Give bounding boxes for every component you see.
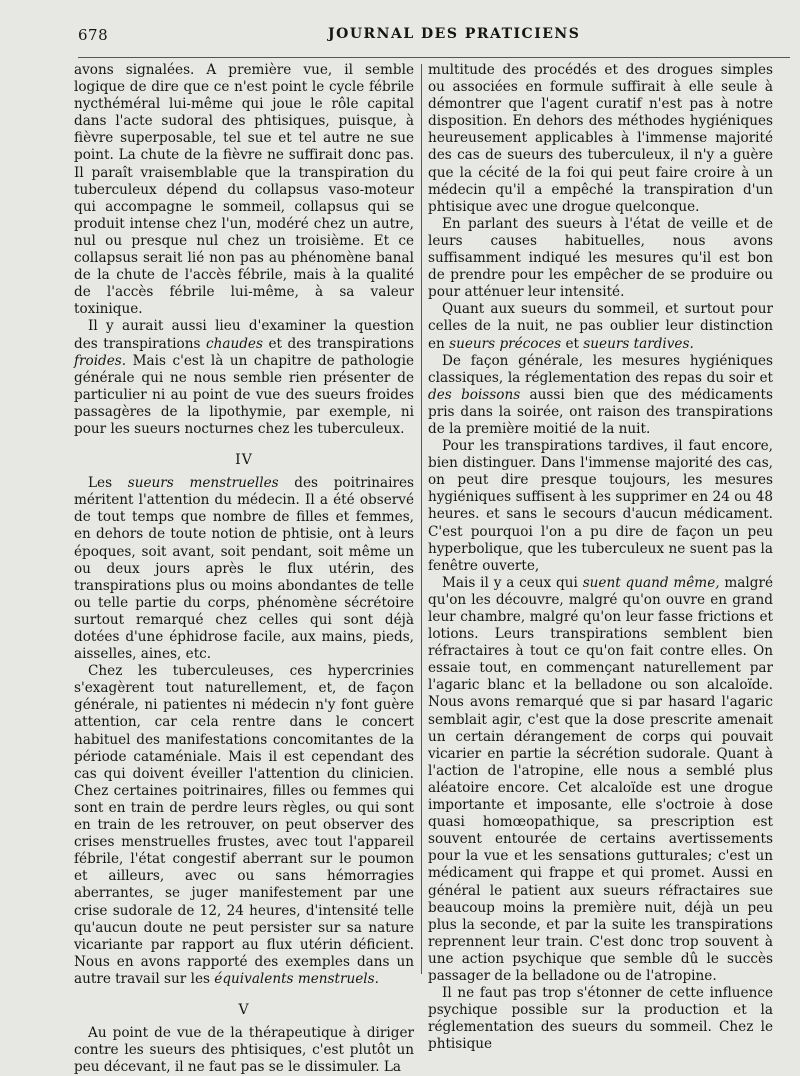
paragraph: De façon générale, les mesures hygiéniques classiques, la réglementation des repas du soir et des boissons aussi bien que des médicaments pris dans la soirée, ont raison des transpirations de la première moitié de la nuit. [428, 352, 773, 437]
paragraph: Au point de vue de la thérapeutique à diriger contre les sueurs des phtisiques, c'est plutôt un peu décevant, il ne faut pas se le dissimuler. La [74, 1025, 414, 1076]
paragraph: multitude des procédés et des drogues simples ou associées en formule suffirait à elle seule à démontrer que l'agent curatif n'est pas à notre disposition. En dehors des méthodes hygiéniques heureusement applicables à l'immense majorité des cas de sueurs des tuberculeux, il n'y a guère que la cécité de la foi qui peut faire croire à un médecin qu'il a empêché la transpiration d'un phtisique avec une drogue quelconque. [428, 62, 773, 215]
running-title: JOURNAL DES PRATICIENS [328, 26, 581, 42]
right-column [428, 62, 773, 1053]
column-rule [421, 64, 422, 974]
left-column [74, 62, 414, 1076]
section-heading: V [238, 1001, 250, 1018]
header-rule [78, 57, 790, 58]
paragraph: avons signalées. A première vue, il semble logique de dire que ce n'est point le cycle fébrile nycthéméral lui-même qui joue le rôle capital dans l'acte sudoral des phtisiques, puisque, à fièvre superposable, tel sue et tel autre ne sue point. La chute de la fièvre ne suffirait donc pas. Il paraît vraisemblable que la transpiration du tuberculeux dépend du collapsus vaso-moteur qui accompagne le sommeil, collapsus qui se produit intense chez l'un, modéré chez un autre, nul ou presque nul chez un troisième. Et ce collapsus serait lié non pas au phénomène banal de la chute de l'accès fébrile, mais à la qualité de l'accès fébrile lui-même, à sa valeur toxinique. [74, 62, 414, 318]
section-heading: IV [235, 452, 253, 469]
paragraph: Il ne faut pas trop s'étonner de cette influence psychique possible sur la production et la réglementation des sueurs du sommeil. Chez le phtisique [428, 985, 773, 1053]
page-header [78, 26, 778, 50]
page-number: 678 [78, 26, 109, 44]
paragraph: Il y aurait aussi lieu d'examiner la question des transpirations chaudes et des transpirations froides. Mais c'est là un chapitre de pathologie générale qui ne nous semble rien présenter de particulier ni au point de vue des sueurs froides passagères de la lipothymie, par exemple, ni pour les sueurs nocturnes chez les tuberculeux. [74, 318, 414, 437]
paragraph: Pour les transpirations tardives, il faut encore, bien distinguer. Dans l'immense majorité des cas, on peut dire presque toujours, les mesures hygiéniques suffisent à les supprimer en 24 ou 48 heures. et sans le secours d'aucun médicament. C'est pourquoi l'on a pu dire de façon un peu hyperbolique, que les tuberculeux ne suent pas la fenêtre ouverte, [428, 438, 773, 574]
paragraph: Chez les tuberculeuses, ces hypercrinies s'exagèrent tout naturellement, et, de façon générale, ni patientes ni médecin n'y font guère attention, car cela rentre dans le concert habituel des manifestations concomitantes de la période cataméniale. Mais il est cependant des cas qui doivent éveiller l'attention du clinicien. Chez certaines poitrinaires, filles ou femmes qui sont en train de perdre leurs règles, ou qui sont en train de les retrouver, on peut observer des crises menstruelles frustes, avec tout l'appareil fébrile, l'état congestif aberrant sur le poumon et ailleurs, avec ou sans hémorragies aberrantes, se juger manifestement par une crise sudorale de 12, 24 heures, d'intensité telle qu'aucun doute ne peut persister sur sa nature vicariante par rapport au flux utérin déficient. Nous en avons rapporté des exemples dans un autre travail sur les équivalents menstruels. [74, 663, 414, 987]
paragraph: En parlant des sueurs à l'état de veille et de leurs causes habituelles, nous avons suffisamment indiqué les mesures qu'il est bon de prendre pour les empêcher de se produire ou pour atténuer leur intensité. [428, 215, 773, 301]
paragraph: Les sueurs menstruelles des poitrinaires méritent l'attention du médecin. Il a été observé de tout temps que nombre de filles et femmes, en dehors de toute notion de phtisie, ont à leurs époques, soit avant, soit pendant, soit même un ou deux jours après le flux utérin, des transpirations plus ou moins abondantes de telle ou telle partie du corps, phénomène sécrétoire surtout remarqué chez celles qui sont déjà dotées d'une éphidrose facile, aux mains, pieds, aisselles, aines, etc. [74, 475, 415, 663]
paragraph: Quant aux sueurs du sommeil, et surtout pour celles de la nuit, ne pas oublier leur distinction en sueurs précoces et sueurs tardives. [428, 301, 773, 352]
paragraph: Mais il y a ceux qui suent quand même, malgré qu'on les découvre, malgré qu'on ouvre en grand leur chambre, malgré qu'on leur fasse frictions et lotions. Leurs transpirations semblent bien réfractaires à tout ce qu'on fait contre elles. On essaie tout, en commençant naturellement par l'agaric blanc et la belladone ou son alcaloïde. Nous avons remarqué que si par hasard l'agaric semblait agir, c'est que la dose prescrite amenait un certain dérangement de corps qui pouvait vicarier en partie la sécrétion sudorale. Quant à l'action de l'atropine, elle nous a semblé plus aléatoire encore. Cet alcaloïde est une drogue importante et imposante, elle s'octroie à dose quasi homœopathique, sa prescription est souvent entourée de certains avertissements pour la vue et les sensations gutturales; c'est un médicament qui frappe et qui promet. Aussi en général le patient aux sueurs réfractaires sue beaucoup moins la première nuit, déjà un peu plus la seconde, et par la suite les transpirations reprennent leur train. C'est donc trop souvent à une action psychique que semble dû le succès passager de la belladone ou de l'atropine. [428, 574, 773, 984]
